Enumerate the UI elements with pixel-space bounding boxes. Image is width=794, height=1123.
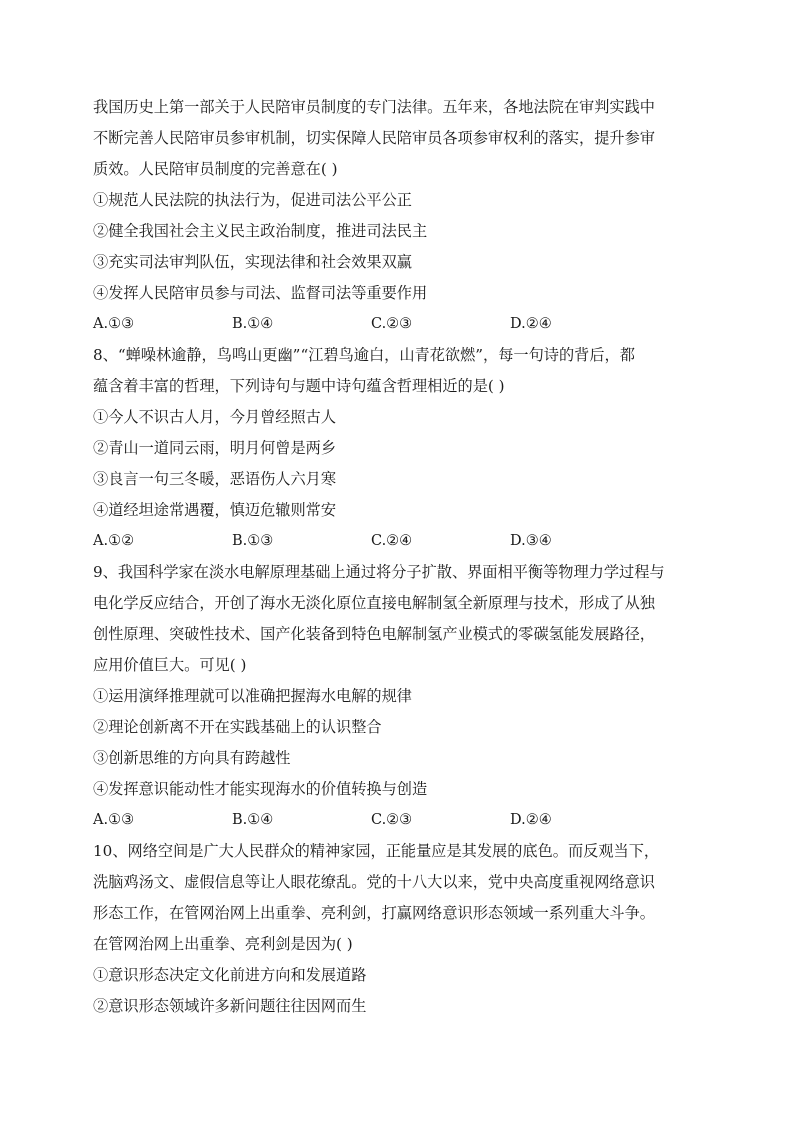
question-stem-line: 电化学反应结合，开创了海水无淡化原位直接电解制氢全新原理与技术，形成了从独	[93, 594, 655, 612]
answer-options	[93, 805, 713, 836]
statement-item: ③充实司法审判队伍，实现法律和社会效果双赢	[93, 253, 412, 271]
statement-item: ②理论创新离不开在实践基础上的认识整合	[93, 718, 382, 736]
question-7	[93, 92, 713, 340]
question-stem-line: 应用价值巨大。可见( )	[93, 656, 247, 674]
question-stem-line: 8、“蝉噪林逾静，鸟鸣山更幽”“江碧鸟逾白，山青花欲燃”，每一句诗的背后，都	[93, 346, 635, 364]
question-stem-line: 创性原理、突破性技术、国产化装备到特色电解制氢产业模式的零碳氢能发展路径，	[93, 625, 655, 643]
answer-option-d: D.②④	[510, 316, 552, 332]
answer-option-c: C.②④	[371, 533, 413, 549]
answer-option-b: B.①③	[232, 533, 274, 549]
answer-option-b: B.①④	[232, 316, 274, 332]
exam-page	[93, 92, 713, 1022]
answer-options	[93, 309, 713, 340]
question-8	[93, 340, 713, 557]
question-stem-line: 我国历史上第一部关于人民陪审员制度的专门法律。五年来，各地法院在审判实践中	[93, 98, 655, 116]
answer-options	[93, 526, 713, 557]
statement-item: ③创新思维的方向具有跨越性	[93, 749, 291, 767]
statement-item: ③良言一句三冬暖，恶语伤人六月寒	[93, 470, 336, 488]
answer-option-d: D.②④	[510, 812, 552, 828]
statement-item: ②健全我国社会主义民主政治制度，推进司法民主	[93, 222, 428, 240]
question-stem-line: 蕴含着丰富的哲理，下列诗句与题中诗句蕴含哲理相近的是( )	[93, 377, 505, 395]
question-9	[93, 557, 713, 836]
statement-item: ④道经坦途常遇覆，慎迈危辙则常安	[93, 501, 336, 519]
answer-option-c: C.②③	[371, 812, 413, 828]
answer-option-c: C.②③	[371, 316, 413, 332]
answer-option-d: D.③④	[510, 533, 552, 549]
statement-item: ①意识形态决定文化前进方向和发展道路	[93, 966, 367, 984]
statement-item: ④发挥意识能动性才能实现海水的价值转换与创造	[93, 780, 428, 798]
question-stem-line: 质效。人民陪审员制度的完善意在( )	[93, 160, 338, 178]
answer-option-a: A.①③	[93, 812, 135, 828]
question-stem-line: 洗脑鸡汤文、虚假信息等让人眼花缭乱。党的十八大以来，党中央高度重视网络意识	[93, 873, 655, 891]
answer-option-a: A.①③	[93, 316, 135, 332]
statement-item: ①规范人民法院的执法行为，促进司法公平公正	[93, 191, 412, 209]
answer-option-b: B.①④	[232, 812, 274, 828]
statement-item: ①今人不识古人月，今月曾经照古人	[93, 408, 336, 426]
question-stem-line: 在管网治网上出重拳、亮利剑是因为( )	[93, 935, 353, 953]
question-10	[93, 836, 713, 1022]
statement-item: ①运用演绎推理就可以准确把握海水电解的规律	[93, 687, 412, 705]
statement-item: ②意识形态领域许多新问题往往因网而生	[93, 997, 367, 1015]
statement-item: ②青山一道同云雨，明月何曾是两乡	[93, 439, 336, 457]
question-stem-line: 形态工作，在管网治网上出重拳、亮利剑，打赢网络意识形态领域一系列重大斗争。	[93, 904, 655, 922]
question-stem-line: 不断完善人民陪审员参审机制，切实保障人民陪审员各项参审权利的落实，提升参审	[93, 129, 655, 147]
question-stem-line: 10、网络空间是广大人民群众的精神家园，正能量应是其发展的底色。而反观当下，	[93, 842, 660, 860]
answer-option-a: A.①②	[93, 533, 135, 549]
question-stem-line: 9、我国科学家在淡水电解原理基础上通过将分子扩散、界面相平衡等物理力学过程与	[93, 563, 665, 581]
statement-item: ④发挥人民陪审员参与司法、监督司法等重要作用	[93, 284, 428, 302]
